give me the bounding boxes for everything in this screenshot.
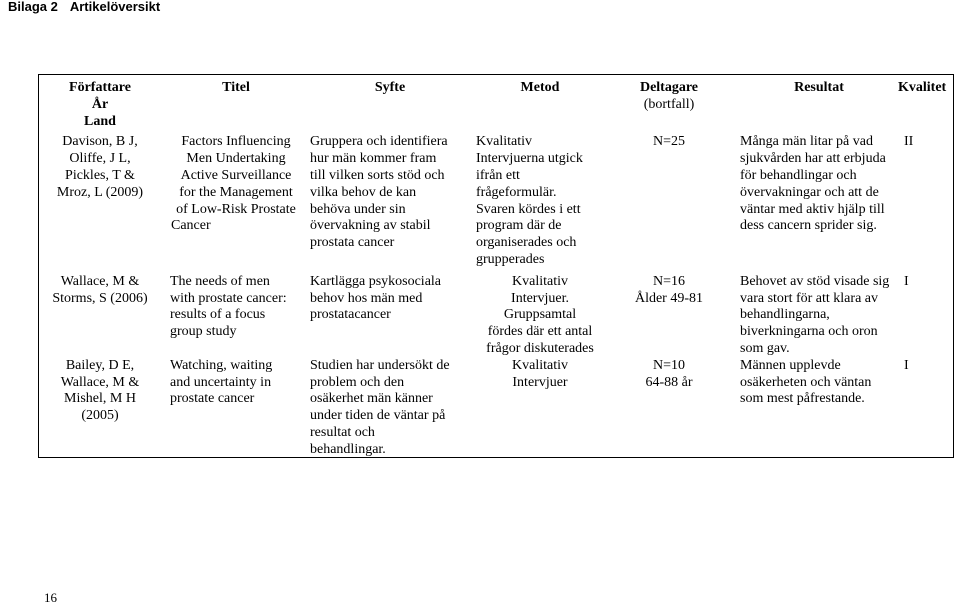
header-author: Författare År Land — [69, 80, 131, 129]
table-header-row — [38, 74, 954, 130]
page-number: 16 — [44, 590, 57, 605]
header-title: Titel — [222, 80, 250, 95]
header-purpose: Syfte — [374, 80, 406, 95]
table-row — [38, 358, 954, 459]
table-row — [38, 130, 954, 268]
cell-quality: I — [904, 357, 909, 373]
cell-author: Wallace, M & Storms, S (2006) — [52, 273, 148, 306]
cell-participants: N=10 64-88 år — [645, 357, 693, 390]
cell-method: Kvalitativ Intervjuer. Gruppsamtal fördes där ett antal frågor diskuterades — [486, 273, 594, 356]
cell-title: The needs of men with prostate cancer: results of a focus group study — [170, 273, 287, 340]
header-results: Resultat — [794, 80, 844, 95]
header-method: Metod — [520, 80, 560, 95]
cell-participants: N=25 — [652, 134, 685, 150]
appendix-label: Bilaga 2 — [8, 0, 58, 14]
cell-author: Bailey, D E, Wallace, M & Mishel, M H (2005) — [60, 357, 140, 424]
cell-title: Factors Influencing Men Undertaking Active Surveillance for the Management of Low-Risk Prostate Cancer — [171, 134, 296, 234]
cell-title: Watching, waiting and uncertainty in prostate cancer — [170, 357, 273, 407]
cell-purpose: Studien har undersökt de problem och den osäkerhet män känner under tiden de väntar på resultat och behandlingar. — [310, 357, 450, 457]
appendix-title: Artikelöversikt — [69, 0, 161, 14]
article-overview-table — [38, 74, 954, 459]
cell-participants: N=16 Ålder 49-81 — [634, 273, 704, 306]
table-row — [38, 269, 954, 358]
cell-method: Kvalitativ Intervjuer — [512, 357, 568, 390]
cell-results: Många män litar på vad sjukvården har att erbjuda för behandlingar och övervakningar och att de väntar med aktiv hjälp till dess cancern sprider sig. — [740, 134, 886, 234]
appendix-heading — [8, 0, 160, 14]
cell-results: Behovet av stöd visade sig vara stort för att klara av behandlingarna, biverkningarna och oron som gav. — [740, 273, 890, 356]
cell-quality: II — [904, 134, 914, 150]
header-quality: Kvalitet — [898, 80, 947, 95]
cell-author: Davison, B J, Oliffe, J L, Pickles, T & Mroz, L (2009) — [56, 134, 144, 200]
cell-quality: I — [904, 273, 909, 289]
header-participants: Deltagare (bortfall) — [639, 80, 699, 112]
cell-purpose: Kartlägga psykosociala behov hos män med prostatacancer — [310, 273, 442, 323]
cell-method: Kvalitativ Intervjuerna utgick ifrån ett frågeformulär. Svaren kördes i ett program där de organiserades och grupperades — [476, 134, 583, 267]
cell-purpose: Gruppera och identifiera hur män kommer fram till vilken sorts stöd och vilka behov de kan behöva under sin övervakning av stabil prostata cancer — [310, 134, 448, 251]
cell-results: Männen upplevde osäkerheten och väntan som mest påfrestande. — [740, 357, 872, 407]
